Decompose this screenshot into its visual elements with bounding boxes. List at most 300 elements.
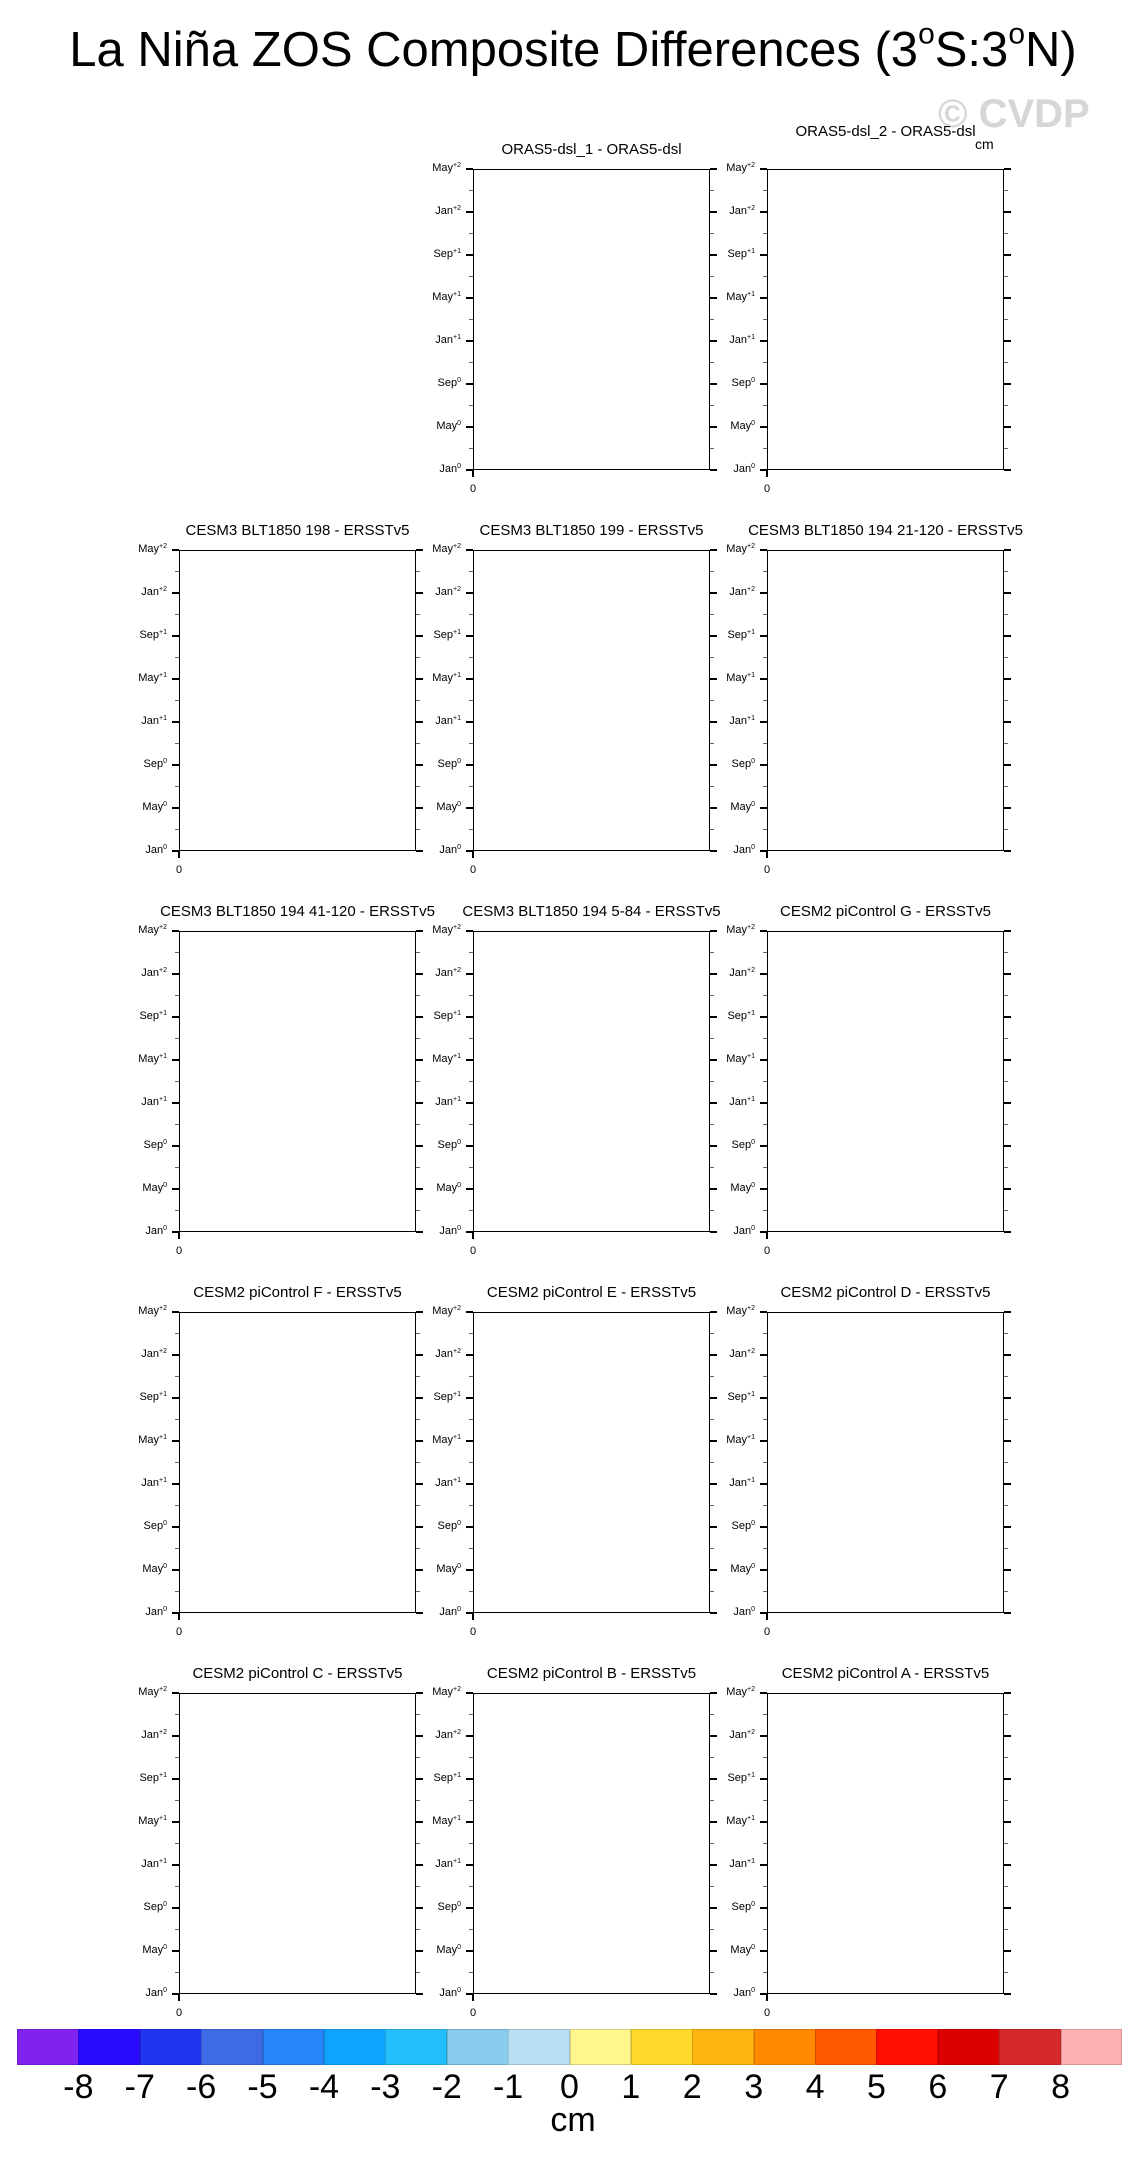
y-minor-tick-right: [416, 952, 420, 953]
y-tick-year-offset: +1: [747, 290, 755, 298]
y-minor-tick-right: [710, 743, 714, 744]
y-minor-tick-left: [175, 952, 179, 953]
y-minor-tick-right: [416, 571, 420, 572]
y-major-tick-left: [466, 1821, 473, 1822]
y-minor-tick-left: [763, 448, 767, 449]
y-tick-year-offset: 0: [163, 843, 167, 851]
y-major-tick-right: [1004, 592, 1011, 593]
y-major-tick-left: [172, 1692, 179, 1693]
y-tick-year-offset: +2: [747, 542, 755, 550]
y-tick-year-offset: +2: [159, 966, 167, 974]
plot-area: [179, 1312, 416, 1613]
y-tick-year-offset: 0: [163, 1519, 167, 1527]
y-minor-tick-right: [416, 1505, 420, 1506]
y-tick-year-offset: +2: [159, 1685, 167, 1693]
y-minor-tick-right: [710, 1333, 714, 1334]
y-tick-year-offset: 0: [163, 1138, 167, 1146]
y-tick-month: May: [726, 1434, 748, 1446]
y-minor-tick-right: [1004, 1462, 1008, 1463]
y-minor-tick-right: [710, 448, 714, 449]
y-minor-tick-right: [416, 657, 420, 658]
colorbar-swatch: [263, 2029, 325, 2065]
x-tick-label: 0: [176, 2007, 183, 2019]
y-tick-month: Jan: [435, 334, 454, 346]
y-minor-tick-left: [469, 743, 473, 744]
y-minor-tick-left: [175, 657, 179, 658]
y-major-tick-left: [172, 1311, 179, 1312]
plot-area: [473, 1312, 710, 1613]
colorbar-swatch: [1061, 2029, 1123, 2065]
y-major-tick-left: [466, 1692, 473, 1693]
y-minor-tick-right: [1004, 571, 1008, 572]
y-minor-tick-left: [175, 786, 179, 787]
y-tick-month: May: [436, 1563, 458, 1575]
y-tick-year-offset: +1: [159, 1095, 167, 1103]
plot-area: [473, 169, 710, 470]
y-tick-month: Jan: [141, 1858, 160, 1870]
y-major-tick-left: [760, 1145, 767, 1146]
y-tick-month: May: [138, 1053, 160, 1065]
y-minor-tick-right: [1004, 319, 1008, 320]
y-minor-tick-right: [710, 1843, 714, 1844]
y-major-tick-right: [1004, 1188, 1011, 1189]
y-minor-tick-right: [710, 1800, 714, 1801]
y-minor-tick-right: [416, 1548, 420, 1549]
y-tick-year-offset: 0: [751, 1900, 755, 1908]
y-tick-label: [107, 967, 167, 979]
y-minor-tick-left: [175, 1886, 179, 1887]
y-major-tick-right: [1004, 807, 1011, 808]
y-tick-label: [401, 1606, 461, 1618]
y-tick-month: Sep: [139, 629, 160, 641]
plot-area: [473, 1693, 710, 1994]
panel-title: CESM2 piControl E - ERSSTv5: [486, 1284, 697, 1301]
y-minor-tick-left: [175, 1419, 179, 1420]
y-tick-label: [695, 1010, 755, 1022]
y-tick-label: [695, 1901, 755, 1913]
y-major-tick-left: [172, 1864, 179, 1865]
y-minor-tick-left: [175, 743, 179, 744]
y-tick-month: Jan: [729, 1858, 748, 1870]
y-tick-label: [107, 1858, 167, 1870]
y-tick-month: Jan: [141, 1348, 160, 1360]
y-tick-label: [401, 377, 461, 389]
y-major-tick-left: [172, 764, 179, 765]
y-minor-tick-left: [763, 1972, 767, 1973]
y-tick-month: Sep: [433, 1772, 454, 1784]
y-tick-year-offset: +1: [747, 628, 755, 636]
y-major-tick-left: [172, 592, 179, 593]
y-major-tick-left: [172, 1950, 179, 1951]
y-tick-year-offset: 0: [163, 1943, 167, 1951]
x-tick-label: 0: [764, 1245, 771, 1257]
y-minor-tick-right: [416, 1081, 420, 1082]
y-major-tick-left: [466, 426, 473, 427]
y-major-tick-left: [760, 211, 767, 212]
units-label: cm: [975, 136, 994, 152]
y-tick-month: Jan: [729, 715, 748, 727]
y-tick-month: Jan: [435, 586, 454, 598]
y-major-tick-right: [1004, 1569, 1011, 1570]
colorbar-label: 8: [1051, 2068, 1071, 2106]
y-tick-month: Sep: [433, 1391, 454, 1403]
colorbar-label: 4: [805, 2068, 825, 2106]
y-tick-year-offset: +1: [453, 1390, 461, 1398]
y-major-tick-left: [760, 1907, 767, 1908]
y-minor-tick-left: [469, 1548, 473, 1549]
y-tick-year-offset: +2: [453, 1728, 461, 1736]
y-major-tick-left: [760, 1735, 767, 1736]
y-tick-month: May: [138, 1686, 160, 1698]
y-minor-tick-left: [763, 1210, 767, 1211]
y-minor-tick-left: [469, 190, 473, 191]
colorbar-swatch: [631, 2029, 693, 2065]
y-minor-tick-left: [763, 614, 767, 615]
colorbar-unit-label: cm: [550, 2101, 596, 2139]
y-tick-month: Jan: [141, 1096, 160, 1108]
y-tick-label: [695, 1348, 755, 1360]
panel-title: CESM2 piControl C - ERSSTv5: [192, 1665, 403, 1682]
y-tick-month: May: [142, 1944, 164, 1956]
y-minor-tick-left: [175, 1333, 179, 1334]
x-tick-label: 0: [470, 864, 477, 876]
y-minor-tick-left: [175, 1210, 179, 1211]
y-tick-label: [401, 1815, 461, 1827]
y-major-tick-right: [1004, 1993, 1011, 1994]
y-tick-month: Sep: [139, 1772, 160, 1784]
y-minor-tick-left: [469, 319, 473, 320]
y-major-tick-left: [760, 1016, 767, 1017]
y-tick-label: [107, 1606, 167, 1618]
colorbar-label: -6: [186, 2068, 217, 2106]
y-tick-label: [695, 1563, 755, 1575]
y-minor-tick-left: [763, 233, 767, 234]
y-tick-label: [401, 1729, 461, 1741]
y-tick-month: Jan: [729, 1096, 748, 1108]
y-minor-tick-left: [175, 1081, 179, 1082]
y-major-tick-right: [1004, 1692, 1011, 1693]
y-tick-month: May: [436, 801, 458, 813]
y-tick-label: [401, 543, 461, 555]
panel-title: CESM2 piControl D - ERSSTv5: [780, 1284, 991, 1301]
y-tick-month: May: [726, 291, 748, 303]
y-tick-label: [401, 1944, 461, 1956]
y-minor-tick-left: [175, 1505, 179, 1506]
y-major-tick-right: [1004, 1016, 1011, 1017]
y-tick-month: Jan: [141, 715, 160, 727]
colorbar-label: 6: [928, 2068, 948, 2106]
y-minor-tick-right: [416, 614, 420, 615]
colorbar-label: 3: [744, 2068, 764, 2106]
y-major-tick-left: [760, 807, 767, 808]
y-minor-tick-right: [416, 1462, 420, 1463]
y-minor-tick-right: [710, 1462, 714, 1463]
y-tick-year-offset: +2: [159, 585, 167, 593]
y-tick-label: [107, 672, 167, 684]
y-tick-year-offset: +1: [453, 671, 461, 679]
colorbar-swatch: [938, 2029, 1000, 2065]
y-tick-year-offset: +1: [159, 671, 167, 679]
plot-area: [767, 550, 1004, 851]
panel-title: CESM2 piControl B - ERSSTv5: [486, 1665, 697, 1682]
y-tick-year-offset: 0: [163, 1900, 167, 1908]
y-minor-tick-right: [416, 1929, 420, 1930]
panel-title: CESM2 piControl G - ERSSTv5: [780, 903, 991, 920]
y-tick-label: [401, 334, 461, 346]
y-major-tick-left: [760, 1188, 767, 1189]
y-tick-year-offset: 0: [457, 1519, 461, 1527]
y-minor-tick-left: [469, 1929, 473, 1930]
y-tick-label: [695, 801, 755, 813]
y-major-tick-left: [466, 1735, 473, 1736]
y-tick-label: [107, 758, 167, 770]
y-major-tick-right: [1004, 678, 1011, 679]
y-major-tick-right: [1004, 1526, 1011, 1527]
y-minor-tick-right: [710, 1714, 714, 1715]
y-minor-tick-left: [469, 362, 473, 363]
y-minor-tick-left: [469, 405, 473, 406]
y-major-tick-right: [1004, 1735, 1011, 1736]
y-tick-year-offset: +2: [453, 966, 461, 974]
y-tick-label: [695, 924, 755, 936]
cvdp-watermark: © CVDP: [938, 92, 1090, 136]
y-minor-tick-right: [710, 952, 714, 953]
y-tick-label: [695, 1139, 755, 1151]
y-minor-tick-right: [1004, 1929, 1008, 1930]
y-minor-tick-right: [1004, 829, 1008, 830]
y-tick-label: [107, 1520, 167, 1532]
y-tick-year-offset: +2: [747, 585, 755, 593]
y-major-tick-left: [466, 1526, 473, 1527]
y-minor-tick-left: [469, 1591, 473, 1592]
y-minor-tick-right: [710, 405, 714, 406]
y-tick-year-offset: 0: [457, 1224, 461, 1232]
y-tick-year-offset: +1: [747, 1052, 755, 1060]
y-major-tick-right: [1004, 1059, 1011, 1060]
y-major-tick-right: [1004, 211, 1011, 212]
panel-title: CESM3 BLT1850 198 - ERSSTv5: [185, 522, 410, 539]
y-tick-year-offset: +2: [453, 1347, 461, 1355]
y-minor-tick-right: [1004, 743, 1008, 744]
y-major-tick-left: [466, 340, 473, 341]
y-tick-month: May: [432, 672, 454, 684]
y-major-tick-left: [760, 1526, 767, 1527]
y-major-tick-right: [1004, 1354, 1011, 1355]
y-tick-label: [401, 1225, 461, 1237]
y-tick-label: [107, 1563, 167, 1575]
y-major-tick-left: [466, 1483, 473, 1484]
y-tick-month: Jan: [729, 1477, 748, 1489]
panel-title: ORAS5-dsl_1 - ORAS5-dsl: [501, 141, 682, 158]
y-minor-tick-left: [175, 829, 179, 830]
y-tick-month: May: [730, 420, 752, 432]
y-major-tick-right: [1004, 426, 1011, 427]
y-tick-month: May: [726, 543, 748, 555]
x-tick-label: 0: [470, 2007, 477, 2019]
y-major-tick-left: [760, 549, 767, 550]
y-minor-tick-left: [763, 1124, 767, 1125]
y-minor-tick-right: [1004, 1886, 1008, 1887]
x-tick-label: 0: [176, 864, 183, 876]
y-tick-year-offset: +1: [159, 1009, 167, 1017]
y-tick-month: May: [730, 1944, 752, 1956]
colorbar-swatch: [201, 2029, 263, 2065]
y-tick-label: [695, 377, 755, 389]
y-tick-year-offset: +1: [747, 1095, 755, 1103]
y-minor-tick-right: [1004, 1081, 1008, 1082]
y-major-tick-left: [760, 1821, 767, 1822]
y-minor-tick-right: [1004, 1419, 1008, 1420]
y-minor-tick-left: [469, 1757, 473, 1758]
y-tick-year-offset: 0: [457, 1605, 461, 1613]
y-major-tick-left: [760, 973, 767, 974]
y-major-tick-left: [466, 168, 473, 169]
y-major-tick-left: [466, 930, 473, 931]
y-minor-tick-right: [1004, 1376, 1008, 1377]
y-tick-year-offset: 0: [163, 1605, 167, 1613]
y-tick-label: [401, 1434, 461, 1446]
colorbar-label: 2: [682, 2068, 702, 2106]
y-tick-month: May: [432, 1053, 454, 1065]
y-major-tick-left: [466, 973, 473, 974]
x-tick-label: 0: [764, 864, 771, 876]
y-minor-tick-right: [1004, 1757, 1008, 1758]
y-major-tick-left: [466, 1016, 473, 1017]
y-major-tick-left: [760, 1569, 767, 1570]
y-major-tick-left: [172, 1397, 179, 1398]
y-tick-year-offset: +1: [159, 1814, 167, 1822]
y-tick-month: May: [432, 1434, 454, 1446]
y-minor-tick-right: [1004, 1548, 1008, 1549]
y-tick-month: Jan: [729, 1729, 748, 1741]
y-major-tick-right: [1004, 1612, 1011, 1613]
y-tick-month: May: [142, 1563, 164, 1575]
y-minor-tick-left: [763, 1591, 767, 1592]
panel-title: CESM3 BLT1850 199 - ERSSTv5: [479, 522, 704, 539]
y-tick-month: May: [730, 1563, 752, 1575]
y-tick-label: [401, 1901, 461, 1913]
y-minor-tick-right: [416, 1167, 420, 1168]
y-tick-year-offset: +1: [747, 1390, 755, 1398]
y-minor-tick-left: [763, 1800, 767, 1801]
y-tick-label: [695, 1520, 755, 1532]
x-tick: [472, 1994, 473, 2001]
y-tick-label: [107, 1305, 167, 1317]
y-minor-tick-left: [469, 1376, 473, 1377]
y-major-tick-left: [760, 1864, 767, 1865]
y-tick-year-offset: +2: [747, 1347, 755, 1355]
colorbar-swatch: [570, 2029, 632, 2065]
y-major-tick-right: [1004, 1821, 1011, 1822]
y-tick-month: Jan: [733, 463, 752, 475]
y-tick-label: [107, 1434, 167, 1446]
y-minor-tick-right: [710, 1124, 714, 1125]
y-tick-year-offset: 0: [751, 1562, 755, 1570]
y-tick-label: [695, 1858, 755, 1870]
y-tick-year-offset: 0: [163, 1224, 167, 1232]
y-tick-month: Jan: [439, 1225, 458, 1237]
y-major-tick-left: [760, 1102, 767, 1103]
x-tick-label: 0: [470, 1245, 477, 1257]
plot-area: [473, 550, 710, 851]
y-minor-tick-right: [1004, 1333, 1008, 1334]
y-tick-month: Jan: [435, 967, 454, 979]
y-major-tick-left: [466, 1440, 473, 1441]
y-tick-label: [401, 1520, 461, 1532]
y-major-tick-left: [760, 297, 767, 298]
y-tick-month: Jan: [733, 1606, 752, 1618]
y-minor-tick-left: [175, 995, 179, 996]
y-tick-year-offset: +2: [159, 1304, 167, 1312]
y-tick-year-offset: +1: [747, 671, 755, 679]
panel-title: ORAS5-dsl_2 - ORAS5-dsl: [795, 123, 976, 140]
y-minor-tick-left: [469, 1886, 473, 1887]
y-tick-label: [695, 420, 755, 432]
y-major-tick-left: [466, 1569, 473, 1570]
y-major-tick-left: [172, 1569, 179, 1570]
y-major-tick-right: [1004, 549, 1011, 550]
y-tick-label: [695, 1434, 755, 1446]
y-minor-tick-left: [469, 233, 473, 234]
y-tick-year-offset: 0: [457, 419, 461, 427]
y-minor-tick-right: [710, 829, 714, 830]
y-tick-label: [401, 1477, 461, 1489]
y-tick-year-offset: +1: [453, 1476, 461, 1484]
y-tick-label: [401, 1772, 461, 1784]
y-minor-tick-right: [1004, 1843, 1008, 1844]
y-tick-label: [107, 1139, 167, 1151]
y-tick-label: [401, 1348, 461, 1360]
y-tick-month: Sep: [143, 758, 164, 770]
y-major-tick-right: [1004, 1950, 1011, 1951]
y-minor-tick-right: [710, 190, 714, 191]
y-major-tick-left: [466, 1145, 473, 1146]
y-minor-tick-left: [175, 614, 179, 615]
y-tick-year-offset: +1: [453, 1771, 461, 1779]
y-tick-year-offset: 0: [751, 757, 755, 765]
y-minor-tick-left: [469, 1972, 473, 1973]
y-tick-month: May: [432, 291, 454, 303]
y-minor-tick-right: [1004, 276, 1008, 277]
y-tick-year-offset: +1: [453, 1095, 461, 1103]
y-tick-month: Sep: [731, 1520, 752, 1532]
y-tick-month: Sep: [437, 758, 458, 770]
y-tick-label: [401, 1096, 461, 1108]
y-tick-month: May: [138, 1305, 160, 1317]
y-minor-tick-right: [1004, 362, 1008, 363]
y-tick-label: [107, 715, 167, 727]
y-minor-tick-left: [763, 786, 767, 787]
y-major-tick-right: [1004, 1145, 1011, 1146]
y-tick-label: [401, 162, 461, 174]
y-tick-label: [401, 1139, 461, 1151]
y-tick-label: [401, 420, 461, 432]
y-minor-tick-right: [710, 1591, 714, 1592]
y-minor-tick-right: [710, 362, 714, 363]
plot-area: [767, 1693, 1004, 1994]
y-tick-month: Sep: [727, 248, 748, 260]
colorbar-swatch: [876, 2029, 938, 2065]
figure-title: La Niña ZOS Composite Differences (3$^o$S:3$^o$N): [69, 17, 1077, 77]
x-tick: [766, 851, 767, 858]
y-minor-tick-left: [763, 190, 767, 191]
y-tick-label: [695, 463, 755, 475]
colorbar-label: -5: [247, 2068, 278, 2106]
y-major-tick-left: [760, 168, 767, 169]
y-major-tick-right: [1004, 1864, 1011, 1865]
y-tick-year-offset: 0: [457, 1943, 461, 1951]
y-tick-year-offset: 0: [163, 800, 167, 808]
